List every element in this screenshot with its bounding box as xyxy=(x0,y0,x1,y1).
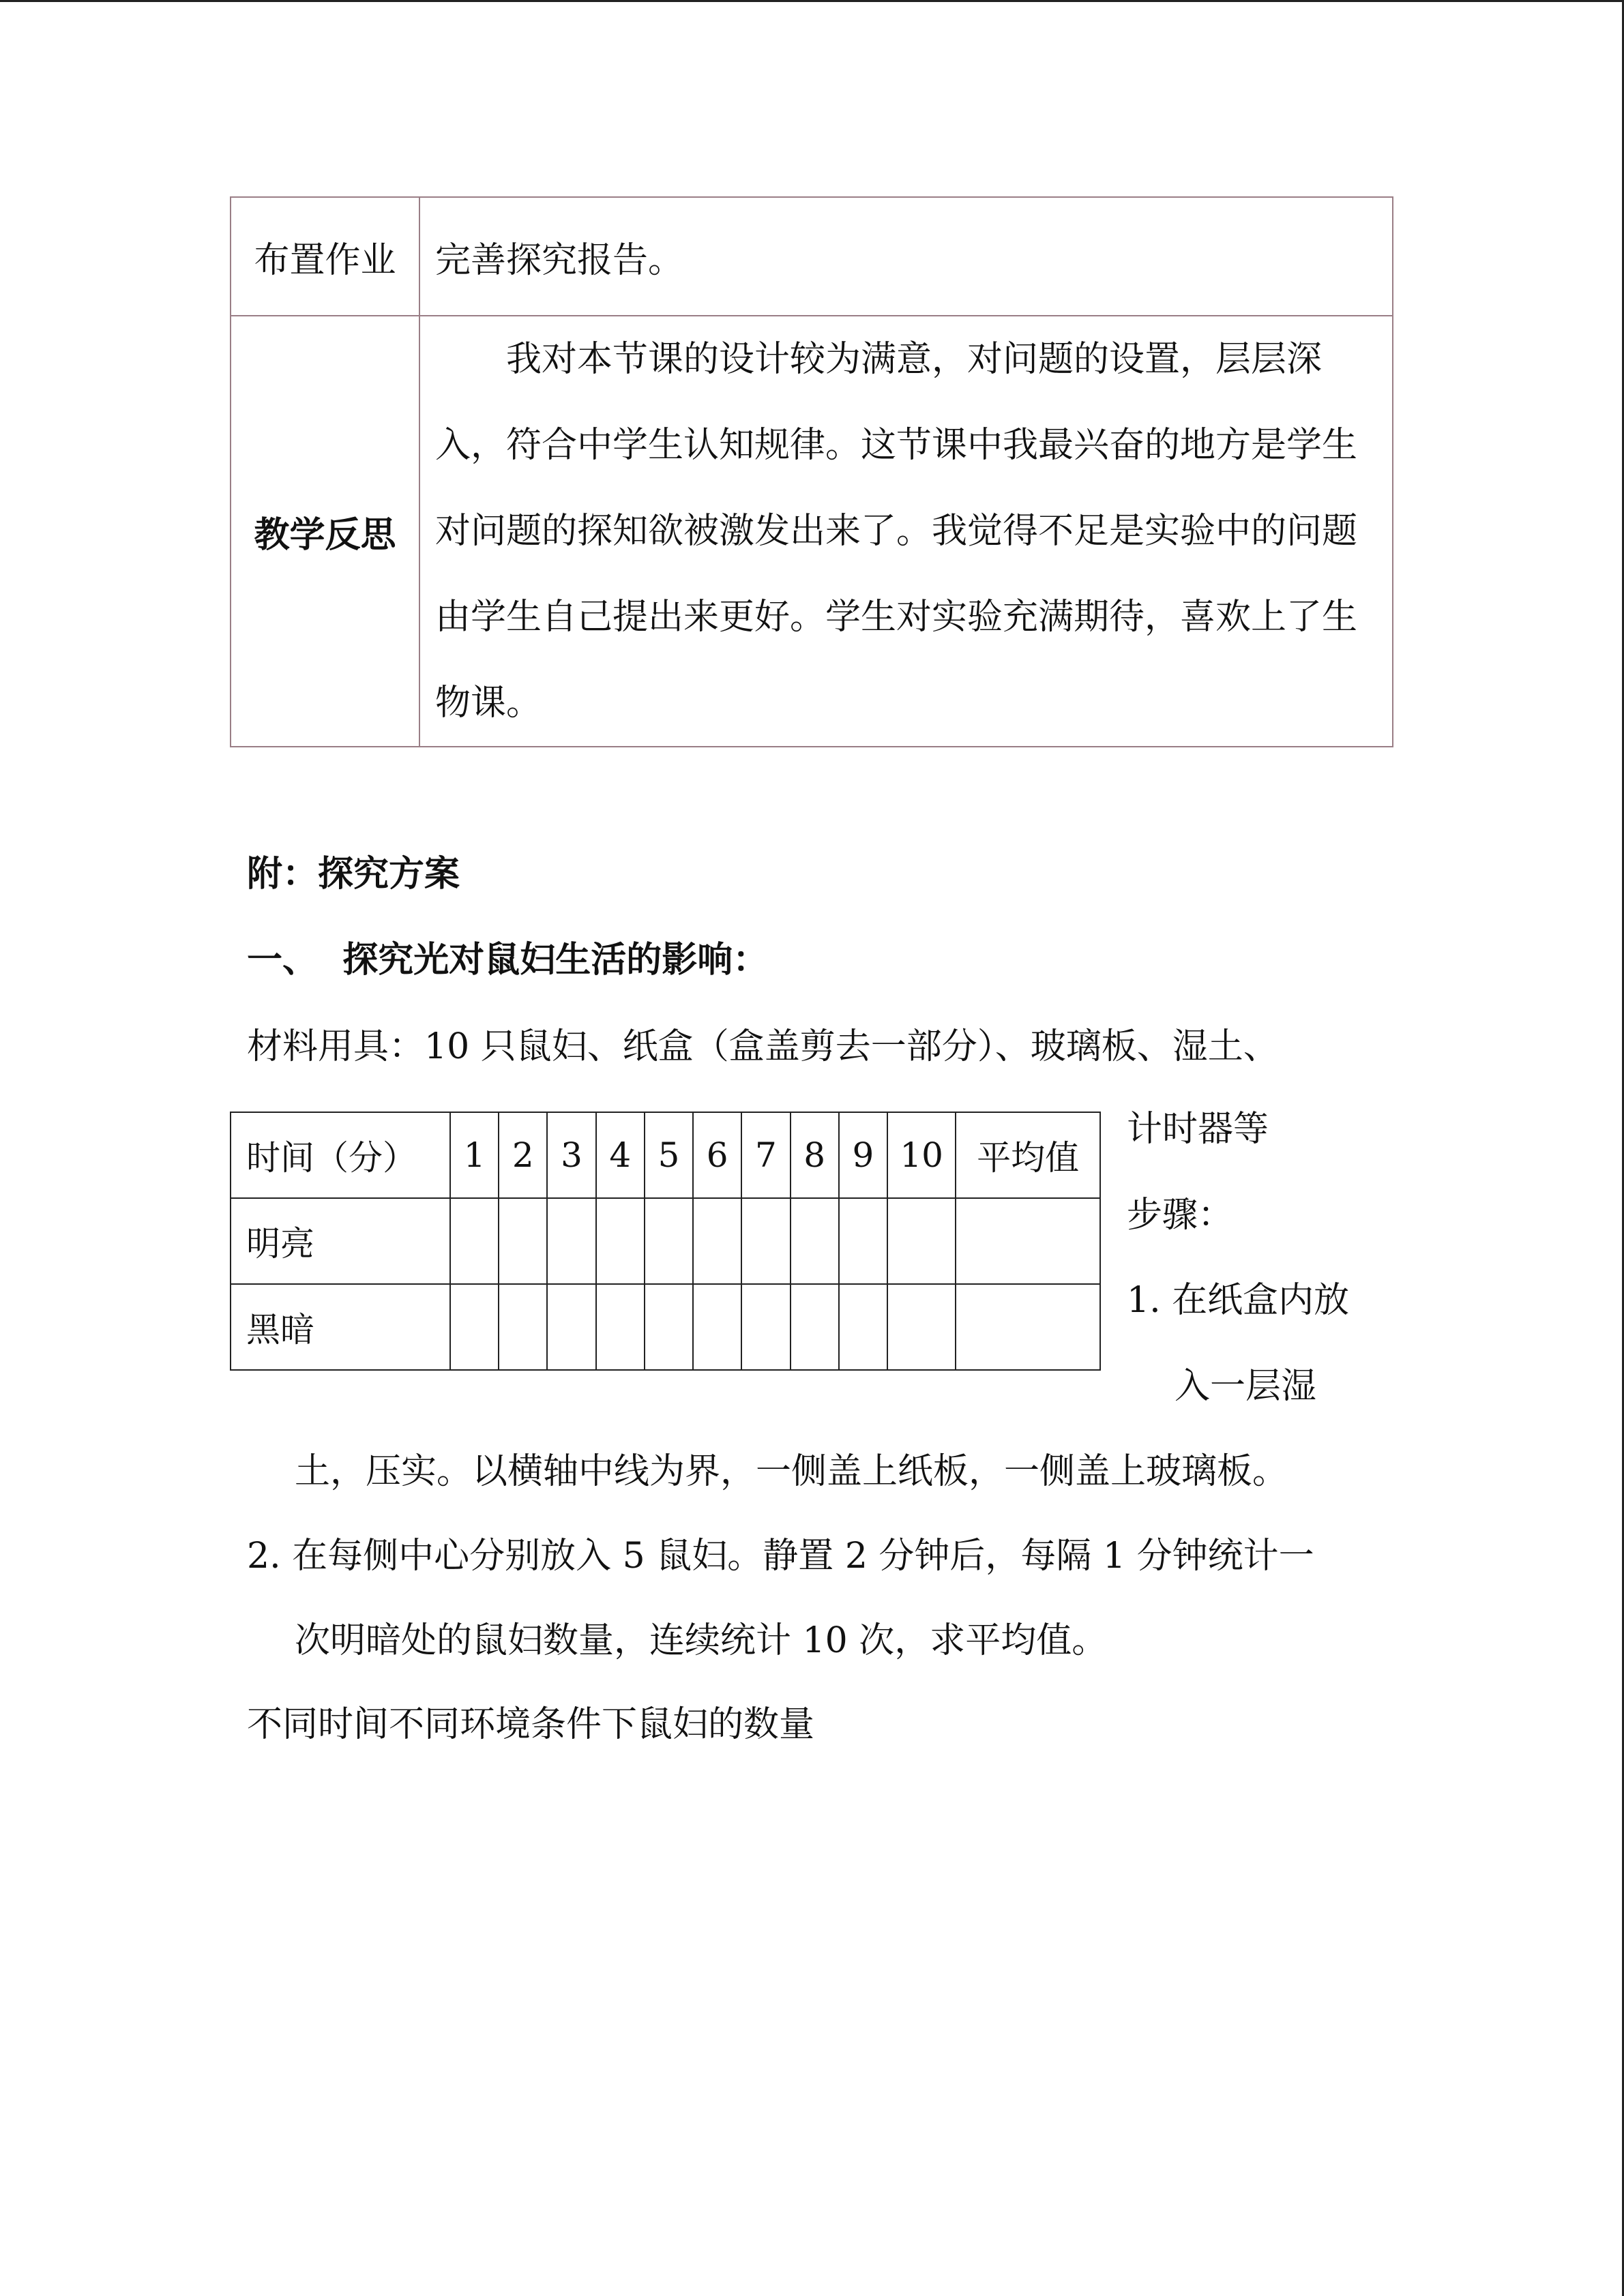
steps-label: 步骤： xyxy=(1127,1195,1234,1236)
table-cell xyxy=(596,1284,645,1370)
table-cell xyxy=(887,1284,956,1370)
homework-row xyxy=(231,197,1393,316)
header-cell: 10 xyxy=(887,1112,956,1198)
header-cell: 1 xyxy=(450,1112,499,1198)
header-cell: 2 xyxy=(499,1112,547,1198)
header-cell: 3 xyxy=(547,1112,595,1198)
table-row-dark xyxy=(231,1284,1100,1370)
table-cell xyxy=(547,1198,595,1284)
table-cell xyxy=(450,1284,499,1370)
table-cell xyxy=(499,1198,547,1284)
materials-continued: 计时器等 xyxy=(1127,1109,1269,1150)
table-cell xyxy=(645,1284,693,1370)
table-cell xyxy=(450,1198,499,1284)
reflection-content: 我对本节课的设计较为满意，对问题的设置，层层深入，符合中学生认知规律。这节课中我最兴奋的地方是学生对问题的探知欲被激发出来了。我觉得不足是实验中的问题由学生自己提出来更好。学生对实验充满期待，喜欢上了生物课。 xyxy=(435,339,1358,724)
table-row-bright xyxy=(231,1198,1100,1284)
table-cell xyxy=(741,1284,790,1370)
table-cell xyxy=(839,1284,887,1370)
table-cell xyxy=(741,1198,790,1284)
step1-part2: 入一层湿 xyxy=(1175,1366,1317,1407)
table-cell xyxy=(693,1198,741,1284)
header-cell: 7 xyxy=(741,1112,790,1198)
header-cell: 4 xyxy=(596,1112,645,1198)
table-cell xyxy=(645,1198,693,1284)
table-cell xyxy=(839,1198,887,1284)
header-cell: 9 xyxy=(839,1112,887,1198)
page-top-border xyxy=(0,0,1624,2)
table-caption: 不同时间不同环境条件下鼠妇的数量 xyxy=(247,1704,815,1745)
appendix-heading: 附：探究方案 xyxy=(247,853,460,895)
row-label-dark: 黑暗 xyxy=(231,1284,450,1370)
table-cell xyxy=(956,1284,1100,1370)
step1-part1: 1. 在纸盒内放 xyxy=(1127,1280,1350,1321)
row-label-bright: 明亮 xyxy=(231,1198,450,1284)
table-cell xyxy=(887,1198,956,1284)
reflection-row xyxy=(231,316,1393,747)
section-title: 一、 探究光对鼠妇生活的影响： xyxy=(247,939,769,981)
table-cell xyxy=(596,1198,645,1284)
header-cell-average: 平均值 xyxy=(956,1112,1100,1198)
table-cell xyxy=(547,1284,595,1370)
reflection-label: 教学反思 xyxy=(231,316,419,747)
header-cell: 5 xyxy=(645,1112,693,1198)
table-cell xyxy=(693,1284,741,1370)
table-cell xyxy=(499,1284,547,1370)
step1-part3: 土，压实。以横轴中线为界，一侧盖上纸板，一侧盖上玻璃板。 xyxy=(295,1451,1288,1492)
step2-line2: 次明暗处的鼠妇数量，连续统计 10 次，求平均值。 xyxy=(295,1620,1108,1661)
header-cell-time: 时间（分） xyxy=(231,1112,450,1198)
reflection-cell xyxy=(419,316,1393,747)
header-cell: 8 xyxy=(791,1112,839,1198)
homework-content: 完善探究报告。 xyxy=(419,197,1393,316)
header-cell: 6 xyxy=(693,1112,741,1198)
lesson-summary-table xyxy=(230,196,1393,747)
homework-label: 布置作业 xyxy=(231,197,419,316)
materials-line: 材料用具：10 只鼠妇、纸盒（盒盖剪去一部分）、玻璃板、湿土、 xyxy=(247,1026,1279,1067)
data-table xyxy=(230,1112,1101,1371)
table-cell xyxy=(791,1198,839,1284)
table-cell xyxy=(791,1284,839,1370)
table-cell xyxy=(956,1198,1100,1284)
step2-line1: 2. 在每侧中心分别放入 5 鼠妇。静置 2 分钟后，每隔 1 分钟统计一 xyxy=(247,1536,1314,1577)
table-header-row xyxy=(231,1112,1100,1198)
